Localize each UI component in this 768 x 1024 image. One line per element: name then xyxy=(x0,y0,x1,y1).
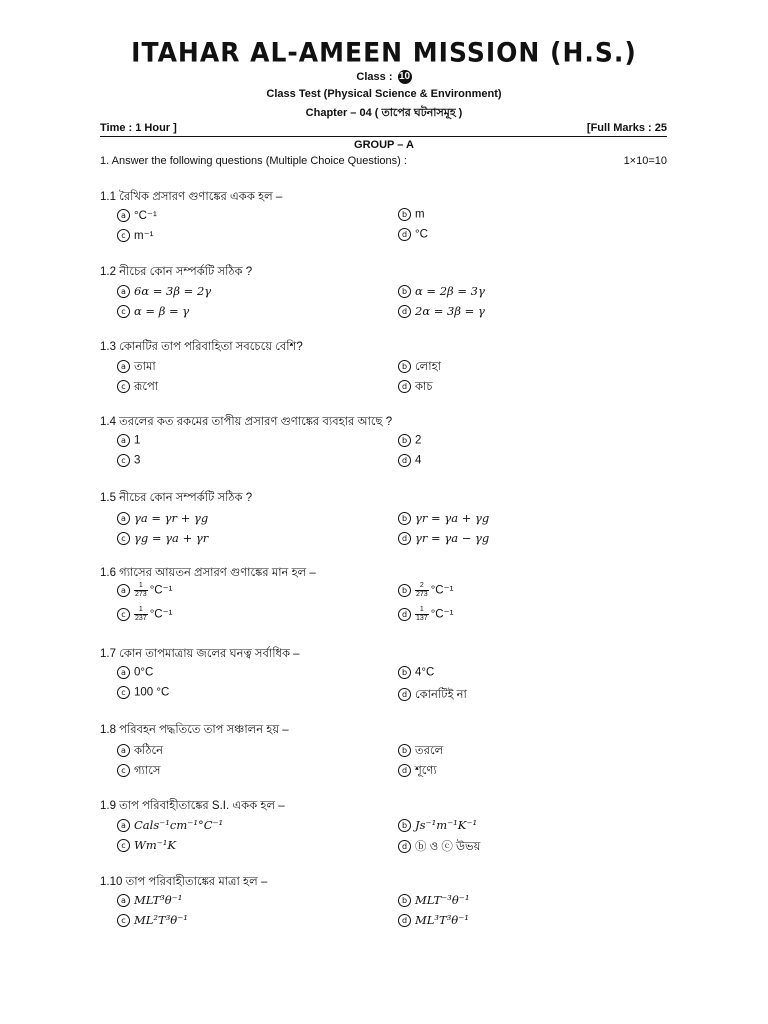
option-label: c xyxy=(117,839,130,852)
option-text: রূপো xyxy=(134,381,159,393)
option-c xyxy=(117,304,189,318)
option-d xyxy=(398,686,467,705)
option-text: α = β = γ xyxy=(134,304,190,318)
option-d xyxy=(398,913,469,927)
option-label: b xyxy=(398,434,411,447)
option-label: b xyxy=(398,819,411,832)
option-c xyxy=(117,531,208,545)
option-d xyxy=(398,762,437,781)
test-title: Class Test (Physical Science & Environment) xyxy=(266,88,502,100)
option-unit: °C⁻¹ xyxy=(430,584,454,597)
question-text: 1.4 তরলের কত রকমের তাপীয় প্রসারণ গুণাঙ্কের ব্যবহার আছে ? xyxy=(100,416,393,428)
option-b xyxy=(398,893,469,907)
option-label: c xyxy=(117,686,130,699)
question-text: 1.9 তাপ পরিবাহীতাঙ্কের S.I. একক হল – xyxy=(100,800,285,812)
option-text: m xyxy=(415,208,425,221)
numerator: 1 xyxy=(415,606,429,615)
option-b xyxy=(398,358,441,377)
numerator: 2 xyxy=(415,582,429,591)
option-text: ⓑ ও ⓒ উভয় xyxy=(415,841,481,853)
option-text: 3 xyxy=(134,454,141,467)
option-label: b xyxy=(398,744,411,757)
option-text: 4 xyxy=(415,454,422,467)
option-label: a xyxy=(117,584,130,597)
option-label: a xyxy=(117,285,130,298)
denominator: 273 xyxy=(416,591,428,598)
option-d xyxy=(398,378,433,397)
option-text: γg = γa + γr xyxy=(134,531,209,545)
option-text: 1 xyxy=(134,434,141,447)
question-text: 1.10 তাপ পরিবাহীতাঙ্কের মাত্রা হল – xyxy=(100,876,268,888)
option-text: 0°C xyxy=(134,666,154,679)
fraction xyxy=(134,582,148,599)
option-label: d xyxy=(398,608,411,621)
option-text: 6α = 3β = 2γ xyxy=(134,284,212,298)
option-d xyxy=(398,454,421,467)
option-label: b xyxy=(398,285,411,298)
option-text: কাচ xyxy=(415,381,433,393)
option-b xyxy=(398,434,421,447)
option-c xyxy=(117,378,158,397)
option-text: কঠিনে xyxy=(134,745,163,757)
option-label: d xyxy=(398,840,411,853)
option-label: d xyxy=(398,914,411,927)
option-label: d xyxy=(398,454,411,467)
option-text: γa = γr + γg xyxy=(134,511,209,525)
option-text: তরলে xyxy=(415,745,444,757)
option-label: d xyxy=(398,532,411,545)
option-label: c xyxy=(117,380,130,393)
full-marks-label: [Full Marks : 25 xyxy=(586,122,667,134)
denominator: 237 xyxy=(135,615,147,622)
option-d xyxy=(398,531,489,545)
question-text: 1.2 নীচের কোন সম্পর্কটি সঠিক ? xyxy=(100,266,253,278)
option-label: c xyxy=(117,764,130,777)
option-a xyxy=(117,666,153,679)
option-d xyxy=(398,838,480,857)
option-c xyxy=(117,228,153,242)
option-label: c xyxy=(117,532,130,545)
option-text: 4°C xyxy=(415,666,435,679)
fraction xyxy=(415,606,429,623)
option-d xyxy=(398,304,485,318)
class-number: 10 xyxy=(399,71,411,82)
option-label: c xyxy=(117,608,130,621)
option-label: b xyxy=(398,512,411,525)
option-a xyxy=(117,742,163,761)
option-text: Wm⁻¹K xyxy=(134,838,176,852)
option-c xyxy=(117,838,176,852)
option-d xyxy=(398,228,428,241)
option-b xyxy=(398,208,425,221)
option-b xyxy=(398,742,443,761)
option-unit: °C⁻¹ xyxy=(149,584,173,597)
option-label: a xyxy=(117,894,130,907)
question-text: 1.8 পরিবহন পদ্ধতিতে তাপ সঞ্চালন হয় – xyxy=(100,724,289,736)
option-unit: °C⁻¹ xyxy=(149,608,173,621)
option-a xyxy=(117,358,156,377)
option-text: °C⁻¹ xyxy=(134,210,157,222)
option-text: m⁻¹ xyxy=(134,230,154,242)
option-unit: °C⁻¹ xyxy=(430,608,454,621)
option-text: γr = γa − γg xyxy=(415,531,490,545)
class-label: Class : xyxy=(356,70,393,83)
option-label: a xyxy=(117,360,130,373)
option-text: ML³T³θ⁻¹ xyxy=(415,913,469,927)
denominator: 273 xyxy=(135,591,147,598)
option-label: a xyxy=(117,512,130,525)
fraction xyxy=(134,606,148,623)
option-text: লোহা xyxy=(415,361,441,373)
option-b xyxy=(398,818,477,832)
numerator: 1 xyxy=(134,606,148,615)
chapter-title: Chapter – 04 ( তাপের ঘটনাসমূহ ) xyxy=(305,107,463,119)
option-text: Js⁻¹m⁻¹K⁻¹ xyxy=(415,818,478,832)
option-d xyxy=(398,606,454,623)
option-label: a xyxy=(117,209,130,222)
option-label: a xyxy=(117,434,130,447)
option-label: d xyxy=(398,228,411,241)
option-a xyxy=(117,818,223,832)
option-a xyxy=(117,511,208,525)
instruction-marks: 1×10=10 xyxy=(623,155,667,167)
numerator: 1 xyxy=(134,582,148,591)
option-label: b xyxy=(398,666,411,679)
option-text: 100 °C xyxy=(134,686,170,699)
class-line xyxy=(0,70,768,84)
question-text: 1.7 কোন তাপমাত্রায় জলের ঘনত্ব সর্বাধিক – xyxy=(100,648,300,660)
option-label: c xyxy=(117,454,130,467)
instruction xyxy=(100,155,667,167)
option-c xyxy=(117,913,188,927)
option-b xyxy=(398,666,434,679)
question-text: 1.5 নীচের কোন সম্পর্কটি সঠিক ? xyxy=(100,492,253,504)
option-a xyxy=(117,582,173,599)
option-text: MLT⁻³θ⁻¹ xyxy=(415,893,470,907)
option-label: b xyxy=(398,360,411,373)
option-label: a xyxy=(117,744,130,757)
option-b xyxy=(398,284,485,298)
option-label: a xyxy=(117,819,130,832)
option-text: গ্যাসে xyxy=(134,765,161,777)
option-text: Cals⁻¹cm⁻¹°C⁻¹ xyxy=(134,818,224,832)
option-label: c xyxy=(117,229,130,242)
question-text: 1.6 গ্যাসের আয়তন প্রসারণ গুণাঙ্কের মান হল – xyxy=(100,567,316,579)
option-text: তামা xyxy=(134,361,156,373)
school-name: ITAHAR AL-AMEEN MISSION (H.S.) xyxy=(131,37,637,68)
option-label: b xyxy=(398,584,411,597)
time-label: Time : 1 Hour ] xyxy=(100,122,177,134)
option-label: c xyxy=(117,305,130,318)
time-marks-row xyxy=(100,122,667,137)
denominator: 137 xyxy=(416,615,428,622)
option-text: কোনটিই না xyxy=(415,689,467,701)
option-text: 2 xyxy=(415,434,422,447)
instruction-text: 1. Answer the following questions (Multiple Choice Questions) : xyxy=(100,155,407,167)
group-heading: GROUP – A xyxy=(354,139,414,151)
option-a xyxy=(117,208,157,222)
option-text: MLT³θ⁻¹ xyxy=(134,893,183,907)
option-a xyxy=(117,893,182,907)
option-b xyxy=(398,511,489,525)
option-c xyxy=(117,454,140,467)
option-b xyxy=(398,582,454,599)
fraction xyxy=(415,582,429,599)
option-text: γr = γa + γg xyxy=(415,511,490,525)
option-text: °C xyxy=(415,228,428,241)
option-text: 2α = 3β = γ xyxy=(415,304,485,318)
option-a xyxy=(117,434,140,447)
question-text: 1.3 কোনটির তাপ পরিবাহিতা সবচেয়ে বেশি? xyxy=(100,341,303,353)
option-label: b xyxy=(398,894,411,907)
question-text: 1.1 রৈখিক প্রসারণ গুণাঙ্কের একক হল – xyxy=(100,191,283,203)
option-label: a xyxy=(117,666,130,679)
option-c xyxy=(117,686,169,699)
option-label: d xyxy=(398,380,411,393)
option-a xyxy=(117,284,211,298)
option-text: ML²T³θ⁻¹ xyxy=(134,913,188,927)
option-text: α = 2β = 3γ xyxy=(415,284,485,298)
option-label: d xyxy=(398,305,411,318)
option-label: d xyxy=(398,688,411,701)
option-label: c xyxy=(117,914,130,927)
option-label: b xyxy=(398,208,411,221)
option-c xyxy=(117,606,173,623)
option-text: শূণ্যে xyxy=(415,765,437,777)
option-c xyxy=(117,762,160,781)
option-label: d xyxy=(398,764,411,777)
